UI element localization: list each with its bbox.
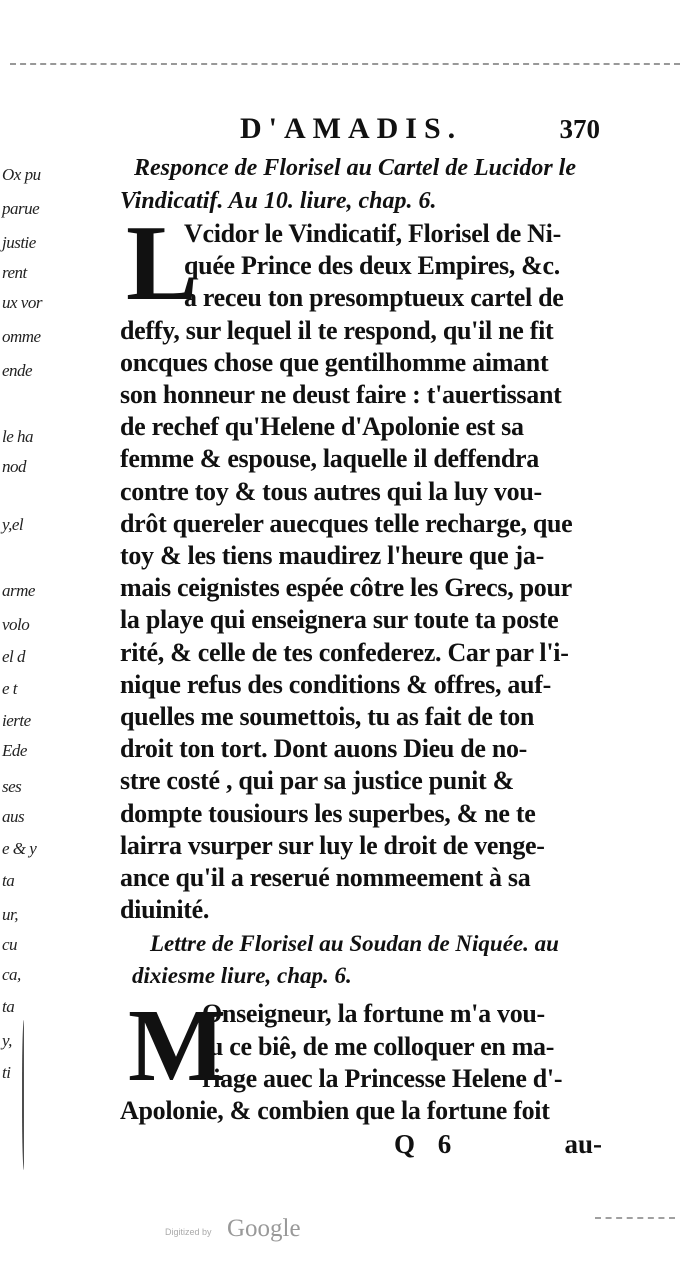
section1-text-line: deffy, sur lequel il te respond, qu'il ne fit	[120, 315, 554, 345]
section1-text-line: son honneur ne deust faire : t'auertissant	[120, 380, 562, 410]
section1-text-line: femme & espouse, laquelle il deffendra	[120, 444, 539, 474]
section1-text-line: quelles me soumettois, tu as fait de ton	[120, 702, 535, 732]
section2-text-line: Onseigneur, la fortune m'a vou-	[202, 999, 545, 1029]
top-page-edge	[10, 63, 680, 67]
section1-text-line: droit ton tort. Dont auons Dieu de no-	[120, 734, 528, 764]
section1-heading-line1: Responce de Florisel au Cartel de Lucidor le	[134, 155, 576, 181]
margin-fragment: ca,	[2, 965, 21, 984]
margin-fragment: cu	[2, 935, 18, 954]
section1-text-line: a receu ton presomptueux cartel de	[184, 283, 564, 313]
section2-heading-line2: dixiesme liure, chap. 6.	[132, 963, 352, 989]
margin-fragment: ta	[2, 997, 15, 1016]
margin-fragment: aus	[2, 807, 25, 826]
section1-heading-line2: Vindicatif. Au 10. liure, chap. 6.	[120, 188, 437, 214]
margin-fragment: y,el	[2, 515, 24, 534]
section1-text-line: dompte tousiours les superbes, & ne te	[120, 798, 536, 828]
gutter-mark	[22, 1020, 27, 1170]
section1-drop-cap: L	[126, 204, 199, 323]
margin-fragment: le ha	[2, 427, 34, 446]
catchword: au-	[564, 1129, 602, 1160]
margin-fragment: ta	[2, 871, 15, 890]
section1-text-line: diuinité.	[120, 895, 210, 925]
section2-text-line: lu ce biê, de me colloquer en ma-	[202, 1031, 555, 1061]
watermark-google-logo: Google	[227, 1215, 301, 1242]
margin-fragment: e & y	[2, 839, 37, 858]
margin-fragment: justie	[2, 233, 36, 252]
section1-text-line: oncques chose que gentilhomme aimant	[120, 347, 549, 377]
margin-fragment: ses	[2, 777, 22, 796]
digitization-watermark	[165, 1215, 325, 1245]
margin-fragment: ende	[2, 361, 33, 380]
margin-fragment: volo	[2, 615, 30, 634]
margin-fragment: y,	[2, 1031, 12, 1050]
section1-text-line: mais ceignistes espée côtre les Grecs, pour	[120, 573, 572, 603]
margin-fragment: ur,	[2, 905, 18, 924]
watermark-digitized-by: Digitized by	[165, 1227, 212, 1237]
signature-mark: Q 6	[394, 1129, 460, 1160]
section1-body	[120, 204, 602, 926]
margin-fragment: omme	[2, 327, 41, 346]
section1-text-line: stre costé , qui par sa justice punit &	[120, 766, 514, 796]
page-footer-line	[120, 1127, 602, 1163]
margin-fragment: ierte	[2, 711, 31, 730]
section1-text-line: la playe qui enseignera sur toute ta poste	[120, 605, 559, 635]
margin-fragment: ti	[2, 1063, 11, 1082]
page-number: 370	[559, 114, 600, 144]
section1-text-line: lairra vsurper sur luy le droit de venge-	[120, 830, 545, 860]
margin-fragment: arme	[2, 581, 35, 600]
running-title: D'AMADIS.	[240, 112, 463, 145]
margin-fragment: Ox pu	[2, 165, 41, 184]
margin-fragment: e t	[2, 679, 18, 698]
margin-fragment: parue	[2, 199, 40, 218]
margin-fragment: ux vor	[2, 293, 42, 312]
margin-fragment: el d	[2, 647, 26, 666]
text-block	[120, 152, 602, 1163]
section1-text-line: toy & les tiens maudirez l'heure que ja-	[120, 541, 544, 571]
section1-text-line: contre toy & tous autres qui la luy vou-	[120, 476, 542, 506]
margin-fragment: nod	[2, 457, 26, 476]
margin-fragment: rent	[2, 263, 27, 282]
section1-text-line: nique refus des conditions & offres, auf-	[120, 669, 551, 699]
page-header	[240, 112, 600, 152]
section2-body	[120, 988, 602, 1127]
section1-text-line: ance qu'il a reserué nommeement à sa	[120, 863, 531, 893]
section2-drop-cap: M	[128, 988, 227, 1104]
bottom-page-edge	[595, 1217, 675, 1219]
section1-text-line: rité, & celle de tes confederez. Car par l'i-	[120, 637, 569, 667]
section2-text-line: Apolonie, & combien que la fortune foit	[120, 1096, 550, 1126]
section1-text-line: quée Prince des deux Empires, &c.	[184, 251, 560, 281]
section2-text-line: riage auec la Princesse Helene d'-	[202, 1063, 563, 1093]
section1-text-line: Vcidor le Vindicatif, Florisel de Ni-	[184, 219, 561, 248]
section1-text-line: drôt quereler auecques telle recharge, que	[120, 508, 573, 538]
margin-fragment: Ede	[2, 741, 27, 760]
section2-heading-line1: Lettre de Florisel au Soudan de Niquée. au	[150, 931, 559, 957]
section1-text-line: de rechef qu'Helene d'Apolonie est sa	[120, 412, 524, 442]
